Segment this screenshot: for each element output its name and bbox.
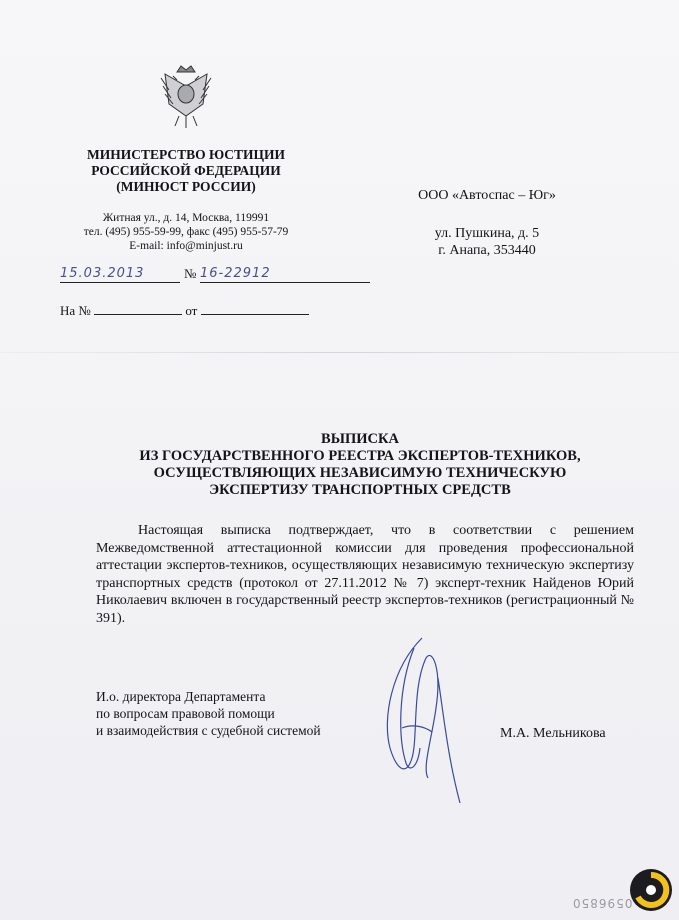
position-line-1: И.о. директора Департамента <box>96 689 266 704</box>
addressee-city: г. Анапа, 353440 <box>438 243 536 258</box>
position-line-3: и взаимодействия с судебной системой <box>96 723 321 738</box>
document-body <box>96 522 634 628</box>
ministry-name <box>70 147 302 195</box>
ministry-line-2: РОССИЙСКОЙ ФЕДЕРАЦИИ <box>91 163 281 178</box>
paper-fold-line <box>0 352 679 353</box>
title-line-1: ВЫПИСКА <box>321 431 399 447</box>
position-line-2: по вопросам правовой помощи <box>96 706 275 721</box>
title-line-4: ЭКСПЕРТИЗУ ТРАНСПОРТНЫХ СРЕДСТВ <box>209 482 511 498</box>
addressee-block <box>372 187 602 259</box>
outgoing-number-line <box>60 264 320 286</box>
ministry-phones: тел. (495) 955-59-99, факс (495) 955-57-79 <box>83 226 289 238</box>
addressee-name: ООО «Автоспас – Юг» <box>418 188 556 203</box>
ministry-contacts <box>62 211 310 253</box>
ref-from-label: от <box>185 303 198 318</box>
signer-position <box>96 688 376 739</box>
ministry-email: E-mail: info@minjust.ru <box>129 240 243 252</box>
signer-name: М.А. Мельникова <box>500 726 606 741</box>
ministry-line-1: МИНИСТЕРСТВО ЮСТИЦИИ <box>86 147 285 162</box>
ministry-address: Житная ул., д. 14, Москва, 119991 <box>102 212 270 224</box>
serial-stamp: 0596850 <box>572 896 633 910</box>
body-paragraph: Настоящая выписка подтверждает, что в соответствии с решением Межведомственной аттестационной комиссии для проведения профессиональной аттестации экспертов-техников, осуществляющих независимую техническую экспертизу транспортных средств (протокол от 27.11.2012 № 7) эксперт-техник Найденов Юрий Николаевич включен в государственный реестр экспертов-техников (регистрационный № 391). <box>96 523 634 626</box>
outgoing-number: 16-22912 <box>200 266 370 283</box>
ref-date-blank <box>201 302 309 315</box>
outgoing-date: 15.03.2013 <box>60 266 180 283</box>
reference-line <box>60 302 320 319</box>
title-line-3: ОСУЩЕСТВЛЯЮЩИХ НЕЗАВИСИМУЮ ТЕХНИЧЕСКУЮ <box>153 465 567 481</box>
ministry-line-3: (МИНЮСТ РОССИИ) <box>116 179 256 194</box>
addressee-street: ул. Пушкина, д. 5 <box>434 226 540 241</box>
ref-label: На № <box>60 303 91 318</box>
circular-logo-icon <box>629 868 673 912</box>
document-title <box>90 431 630 499</box>
russian-coat-of-arms-icon <box>155 64 217 138</box>
title-line-2: ИЗ ГОСУДАРСТВЕННОГО РЕЕСТРА ЭКСПЕРТОВ-ТЕХНИКОВ, <box>139 448 581 464</box>
ref-number-blank <box>94 302 182 315</box>
handwritten-signature <box>352 628 482 818</box>
outgoing-no-sign: № <box>184 266 197 281</box>
